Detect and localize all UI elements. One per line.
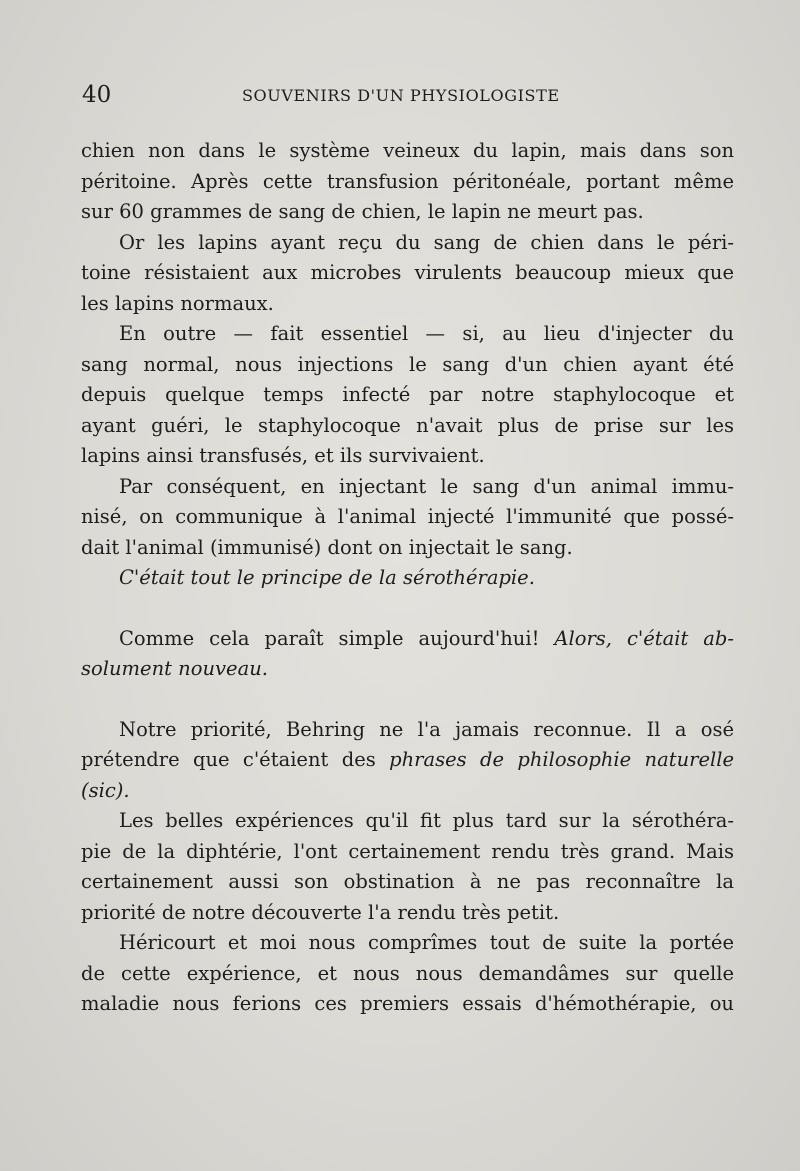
text-span: prétendre que c'étaient des (81, 748, 376, 771)
text-line: Héricourt et moi nous comprîmes tout de suite la portée (119, 931, 734, 954)
text-line: ayant guéri, le staphylocoque n'avait plus de prise sur les (81, 413, 734, 437)
text-line (81, 624, 734, 655)
text-line: les lapins normaux. (81, 291, 274, 315)
text-line: nisé, on communique à l'animal injecté l'immunité que possé- (81, 505, 734, 528)
text-span: Comme cela paraît simple aujourd'hui! (119, 626, 540, 650)
text-line: depuis quelque temps infecté par notre staphylocoque et (81, 383, 734, 406)
text-line: Or les lapins ayant reçu du sang de chien dans le péri- (119, 230, 734, 254)
italic-line (81, 563, 734, 594)
italic-text: C'était tout le principe de la sérothérapie. (119, 566, 535, 589)
paragraph-gap (81, 594, 734, 624)
paragraph-gap (81, 685, 734, 715)
text-line: priorité de notre découverte l'a rendu très petit. (81, 900, 560, 924)
text-line: sang normal, nous injections le sang d'un chien ayant été (81, 352, 734, 376)
text-line: maladie nous ferions ces premiers essais d'hémothérapie, ou (81, 992, 734, 1015)
text-line: de cette expérience, et nous nous demandâmes sur quelle (81, 961, 734, 985)
text-line: lapins ainsi transfusés, et ils survivaient. (81, 444, 485, 467)
text-line: dait l'animal (immunisé) dont on injectait le sang. (81, 535, 573, 559)
italic-text: (sic). (81, 778, 130, 802)
italic-text: solument nouveau. (81, 657, 268, 680)
italic-text: Alors, c'était ab- (554, 626, 734, 650)
body-text (81, 136, 734, 1020)
text-line (81, 745, 734, 776)
text-line: certainement aussi son obstination à ne pas reconnaître la (81, 870, 734, 893)
text-line: sur 60 grammes de sang de chien, le lapin ne meurt pas. (81, 200, 644, 223)
italic-line (81, 654, 734, 685)
text-line: chien non dans le système veineux du lapin, mais dans son (81, 139, 734, 162)
text-line: Notre priorité, Behring ne l'a jamais reconnue. Il a osé (119, 717, 734, 741)
page-header (82, 82, 734, 112)
text-line: En outre — fait essentiel — si, au lieu d'injecter du (119, 322, 734, 345)
text-line: Par conséquent, en injectant le sang d'un animal immu- (119, 474, 734, 498)
text-line: pie de la diphtérie, l'ont certainement rendu très grand. Mais (81, 839, 734, 863)
text-line: toine résistaient aux microbes virulents beaucoup mieux que (81, 261, 734, 284)
text-line: Les belles expériences qu'il fit plus tard sur la sérothéra- (119, 809, 734, 832)
italic-text: phrases de philosophie naturelle (389, 748, 735, 771)
running-title: SOUVENIRS D'UN PHYSIOLOGISTE (242, 86, 560, 105)
page-number: 40 (82, 82, 112, 108)
text-line: péritoine. Après cette transfusion péritonéale, portant même (81, 169, 734, 193)
italic-line (81, 776, 734, 807)
